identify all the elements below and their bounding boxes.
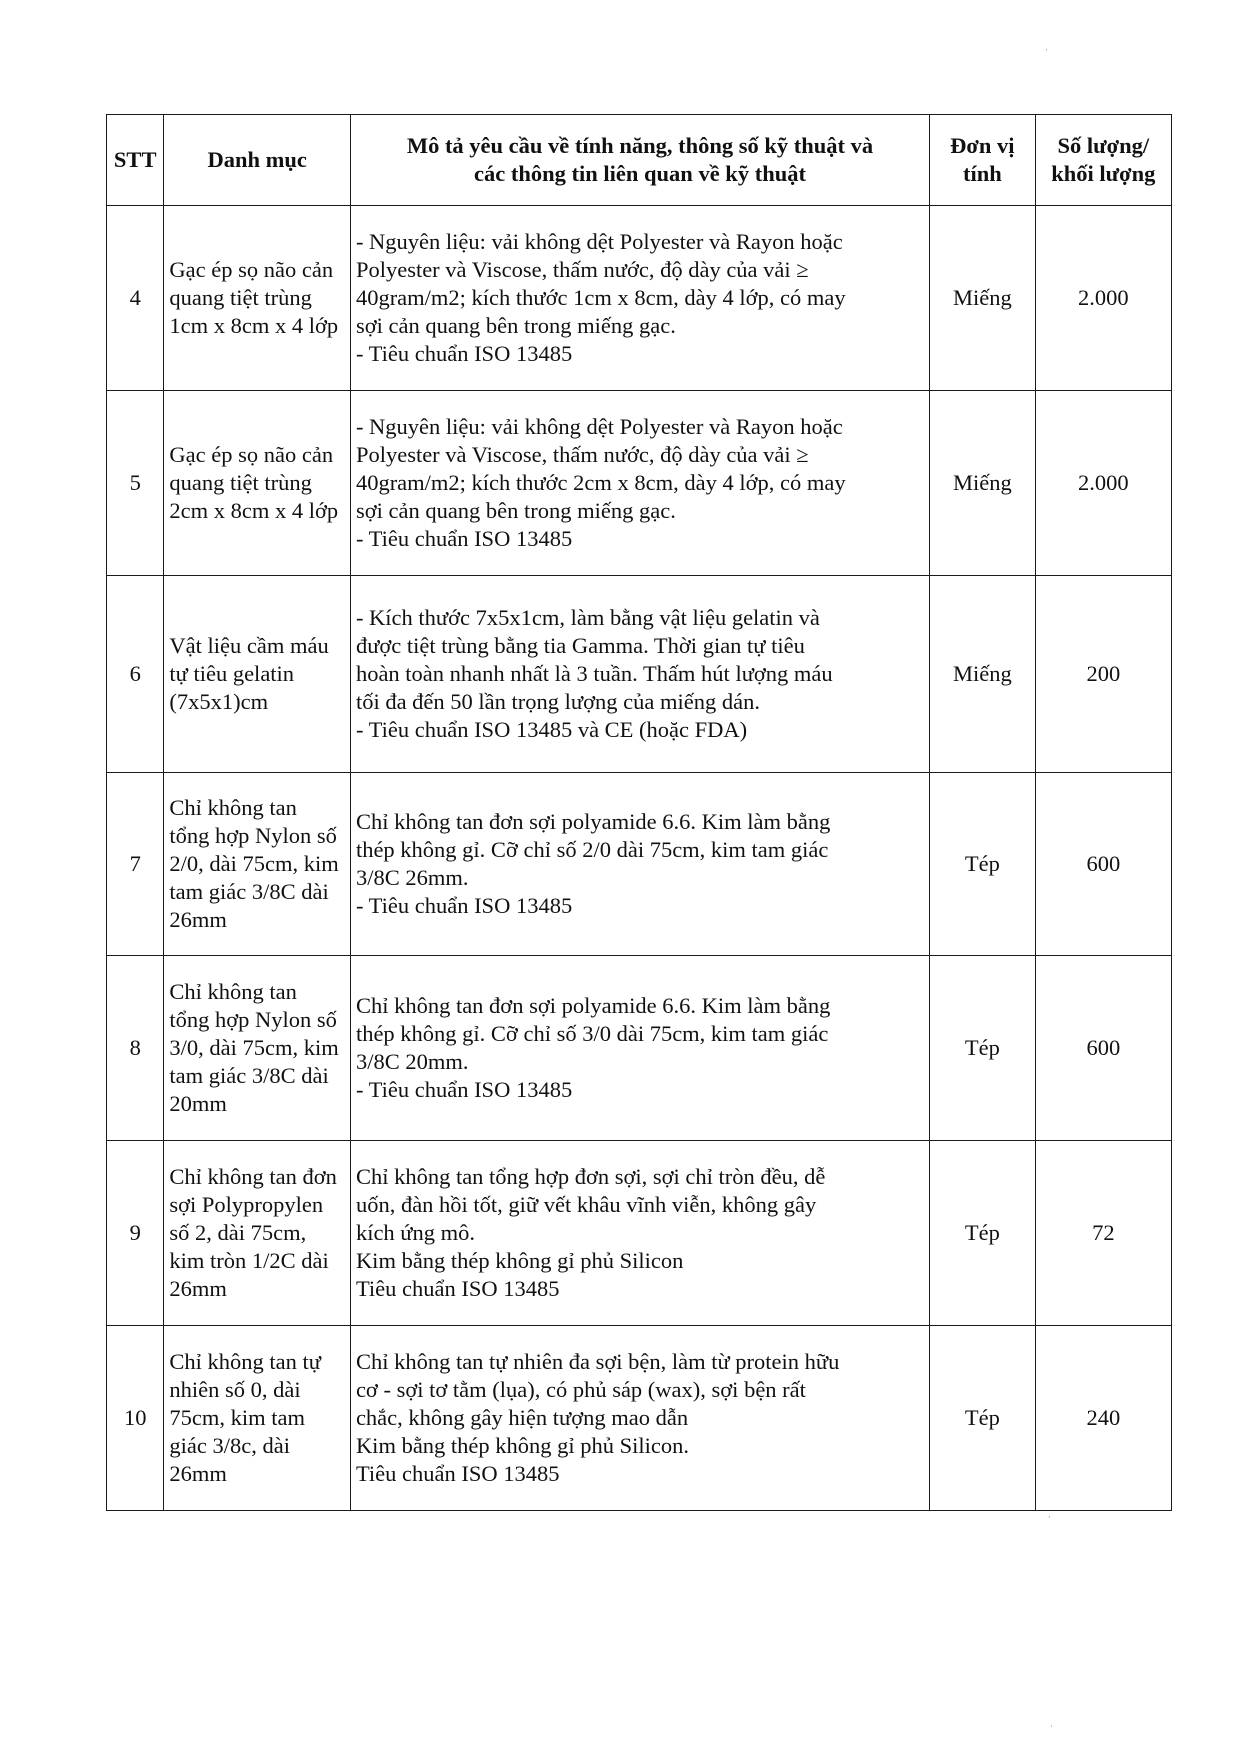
description-line: 3/8C 26mm. bbox=[355, 865, 469, 890]
description-line: - Kích thước 7x5x1cm, làm bằng vật liệu gelatin và bbox=[355, 605, 820, 630]
description-line: Polyester và Viscose, thấm nước, độ dày của vải ≥ bbox=[355, 442, 809, 467]
description-line: tối đa đến 50 lần trọng lượng của miếng dán. bbox=[355, 689, 760, 714]
category-line: tự tiêu gelatin bbox=[169, 661, 295, 686]
scan-speck: · bbox=[1045, 46, 1048, 56]
category-line: quang tiệt trùng bbox=[169, 470, 312, 495]
row-description bbox=[350, 576, 929, 773]
description-line: chắc, không gây hiện tượng mao dẫn bbox=[355, 1405, 689, 1430]
category-line: quang tiệt trùng bbox=[169, 285, 312, 310]
row-category bbox=[164, 956, 351, 1141]
description-line: - Tiêu chuẩn ISO 13485 và CE (hoặc FDA) bbox=[355, 717, 748, 742]
category-line: 1cm x 8cm x 4 lớp bbox=[169, 313, 339, 338]
description-line: - Tiêu chuẩn ISO 13485 bbox=[355, 1077, 573, 1102]
category-line: tam giác 3/8C dài bbox=[169, 1063, 329, 1088]
description-line: Kim bằng thép không gỉ phủ Silicon. bbox=[355, 1433, 690, 1458]
header-unit-line: Đơn vị bbox=[950, 133, 1015, 158]
row-description bbox=[350, 956, 929, 1141]
category-line: Vật liệu cầm máu bbox=[169, 633, 329, 658]
category-line: Gạc ép sọ não cản bbox=[169, 257, 334, 282]
description-line: được tiệt trùng bằng tia Gamma. Thời gian tự tiêu bbox=[355, 633, 805, 658]
category-line: 75cm, kim tam bbox=[169, 1405, 305, 1430]
row-unit: Miếng bbox=[930, 576, 1036, 773]
specification-table bbox=[106, 114, 1172, 1511]
description-line: - Tiêu chuẩn ISO 13485 bbox=[355, 893, 573, 918]
row-quantity: 72 bbox=[1035, 1141, 1171, 1326]
header-description-line: các thông tin liên quan về kỹ thuật bbox=[474, 161, 806, 186]
row-category bbox=[164, 391, 351, 576]
table-row bbox=[107, 1326, 1172, 1511]
description-line: thép không gỉ. Cỡ chỉ số 3/0 dài 75cm, kim tam giác bbox=[355, 1021, 829, 1046]
description-line: cơ - sợi tơ tằm (lụa), có phủ sáp (wax), sợi bện rất bbox=[355, 1377, 806, 1402]
category-line: 26mm bbox=[169, 907, 227, 932]
row-unit: Tép bbox=[930, 1141, 1036, 1326]
header-unit bbox=[930, 115, 1036, 206]
category-line: 26mm bbox=[169, 1276, 227, 1301]
header-quantity-line: khối lượng bbox=[1051, 161, 1156, 186]
category-line: Gạc ép sọ não cản bbox=[169, 442, 334, 467]
table-row bbox=[107, 576, 1172, 773]
row-quantity: 600 bbox=[1035, 956, 1171, 1141]
description-line: Chỉ không tan tổng hợp đơn sợi, sợi chỉ tròn đều, dễ bbox=[355, 1164, 826, 1189]
category-line: 2/0, dài 75cm, kim bbox=[169, 851, 339, 876]
row-category bbox=[164, 1141, 351, 1326]
header-quantity bbox=[1035, 115, 1171, 206]
category-line: kim tròn 1/2C dài bbox=[169, 1248, 329, 1273]
scan-speck: · bbox=[1048, 1513, 1051, 1523]
header-description bbox=[350, 115, 929, 206]
description-line: 3/8C 20mm. bbox=[355, 1049, 469, 1074]
table-row bbox=[107, 1141, 1172, 1326]
category-line: 20mm bbox=[169, 1091, 227, 1116]
description-line: 40gram/m2; kích thước 2cm x 8cm, dày 4 lớp, có may bbox=[355, 470, 846, 495]
row-description bbox=[350, 206, 929, 391]
category-line: 2cm x 8cm x 4 lớp bbox=[169, 498, 339, 523]
row-stt: 4 bbox=[107, 206, 164, 391]
row-category bbox=[164, 576, 351, 773]
description-line: - Tiêu chuẩn ISO 13485 bbox=[355, 526, 573, 551]
row-category bbox=[164, 1326, 351, 1511]
category-line: 3/0, dài 75cm, kim bbox=[169, 1035, 339, 1060]
category-line: số 2, dài 75cm, bbox=[169, 1220, 307, 1245]
category-line: Chỉ không tan tự bbox=[169, 1349, 321, 1374]
row-stt: 9 bbox=[107, 1141, 164, 1326]
row-description bbox=[350, 1141, 929, 1326]
description-line: sợi cản quang bên trong miếng gạc. bbox=[355, 498, 676, 523]
row-quantity: 240 bbox=[1035, 1326, 1171, 1511]
category-line: (7x5x1)cm bbox=[169, 689, 269, 714]
row-quantity: 2.000 bbox=[1035, 391, 1171, 576]
row-stt: 7 bbox=[107, 773, 164, 956]
row-quantity: 600 bbox=[1035, 773, 1171, 956]
row-unit: Tép bbox=[930, 956, 1036, 1141]
row-description bbox=[350, 391, 929, 576]
row-quantity: 200 bbox=[1035, 576, 1171, 773]
description-line: Chỉ không tan đơn sợi polyamide 6.6. Kim làm bằng bbox=[355, 809, 831, 834]
header-category: Danh mục bbox=[164, 115, 351, 206]
row-category bbox=[164, 206, 351, 391]
category-line: nhiên số 0, dài bbox=[169, 1377, 301, 1402]
table-row bbox=[107, 206, 1172, 391]
row-quantity: 2.000 bbox=[1035, 206, 1171, 391]
header-description-line: Mô tả yêu cầu về tính năng, thông số kỹ thuật và bbox=[406, 133, 874, 158]
row-description bbox=[350, 773, 929, 956]
header-unit-line: tính bbox=[962, 161, 1002, 186]
description-line: Kim bằng thép không gỉ phủ Silicon bbox=[355, 1248, 684, 1273]
scan-speck: · bbox=[1050, 1722, 1053, 1732]
description-line: hoàn toàn nhanh nhất là 3 tuần. Thấm hút lượng máu bbox=[355, 661, 833, 686]
row-stt: 5 bbox=[107, 391, 164, 576]
category-line: 26mm bbox=[169, 1461, 227, 1486]
description-line: thép không gỉ. Cỡ chỉ số 2/0 dài 75cm, kim tam giác bbox=[355, 837, 829, 862]
description-line: kích ứng mô. bbox=[355, 1220, 475, 1245]
category-line: giác 3/8c, dài bbox=[169, 1433, 290, 1458]
table-row bbox=[107, 391, 1172, 576]
category-line: tổng hợp Nylon số bbox=[169, 1007, 337, 1032]
category-line: sợi Polypropylen bbox=[169, 1192, 324, 1217]
category-line: tổng hợp Nylon số bbox=[169, 823, 337, 848]
header-quantity-line: Số lượng/ bbox=[1057, 133, 1150, 158]
row-description bbox=[350, 1326, 929, 1511]
row-unit: Tép bbox=[930, 1326, 1036, 1511]
row-stt: 10 bbox=[107, 1326, 164, 1511]
category-line: tam giác 3/8C dài bbox=[169, 879, 329, 904]
description-line: Tiêu chuẩn ISO 13485 bbox=[355, 1461, 560, 1486]
row-unit: Miếng bbox=[930, 206, 1036, 391]
description-line: sợi cản quang bên trong miếng gạc. bbox=[355, 313, 676, 338]
row-stt: 8 bbox=[107, 956, 164, 1141]
category-line: Chỉ không tan đơn bbox=[169, 1164, 337, 1189]
description-line: Polyester và Viscose, thấm nước, độ dày của vải ≥ bbox=[355, 257, 809, 282]
description-line: - Nguyên liệu: vải không dệt Polyester và Rayon hoặc bbox=[355, 229, 843, 254]
description-line: - Tiêu chuẩn ISO 13485 bbox=[355, 341, 573, 366]
row-stt: 6 bbox=[107, 576, 164, 773]
table-row bbox=[107, 773, 1172, 956]
table-row bbox=[107, 956, 1172, 1141]
description-line: Tiêu chuẩn ISO 13485 bbox=[355, 1276, 560, 1301]
header-stt: STT bbox=[107, 115, 164, 206]
description-line: Chỉ không tan tự nhiên đa sợi bện, làm từ protein hữu bbox=[355, 1349, 840, 1374]
row-unit: Tép bbox=[930, 773, 1036, 956]
row-category bbox=[164, 773, 351, 956]
table-header-row bbox=[107, 115, 1172, 206]
category-line: Chỉ không tan bbox=[169, 795, 297, 820]
category-line: Chỉ không tan bbox=[169, 979, 297, 1004]
description-line: - Nguyên liệu: vải không dệt Polyester và Rayon hoặc bbox=[355, 414, 843, 439]
row-unit: Miếng bbox=[930, 391, 1036, 576]
description-line: Chỉ không tan đơn sợi polyamide 6.6. Kim làm bằng bbox=[355, 993, 831, 1018]
description-line: 40gram/m2; kích thước 1cm x 8cm, dày 4 lớp, có may bbox=[355, 285, 846, 310]
description-line: uốn, đàn hồi tốt, giữ vết khâu vĩnh viễn, không gây bbox=[355, 1192, 817, 1217]
